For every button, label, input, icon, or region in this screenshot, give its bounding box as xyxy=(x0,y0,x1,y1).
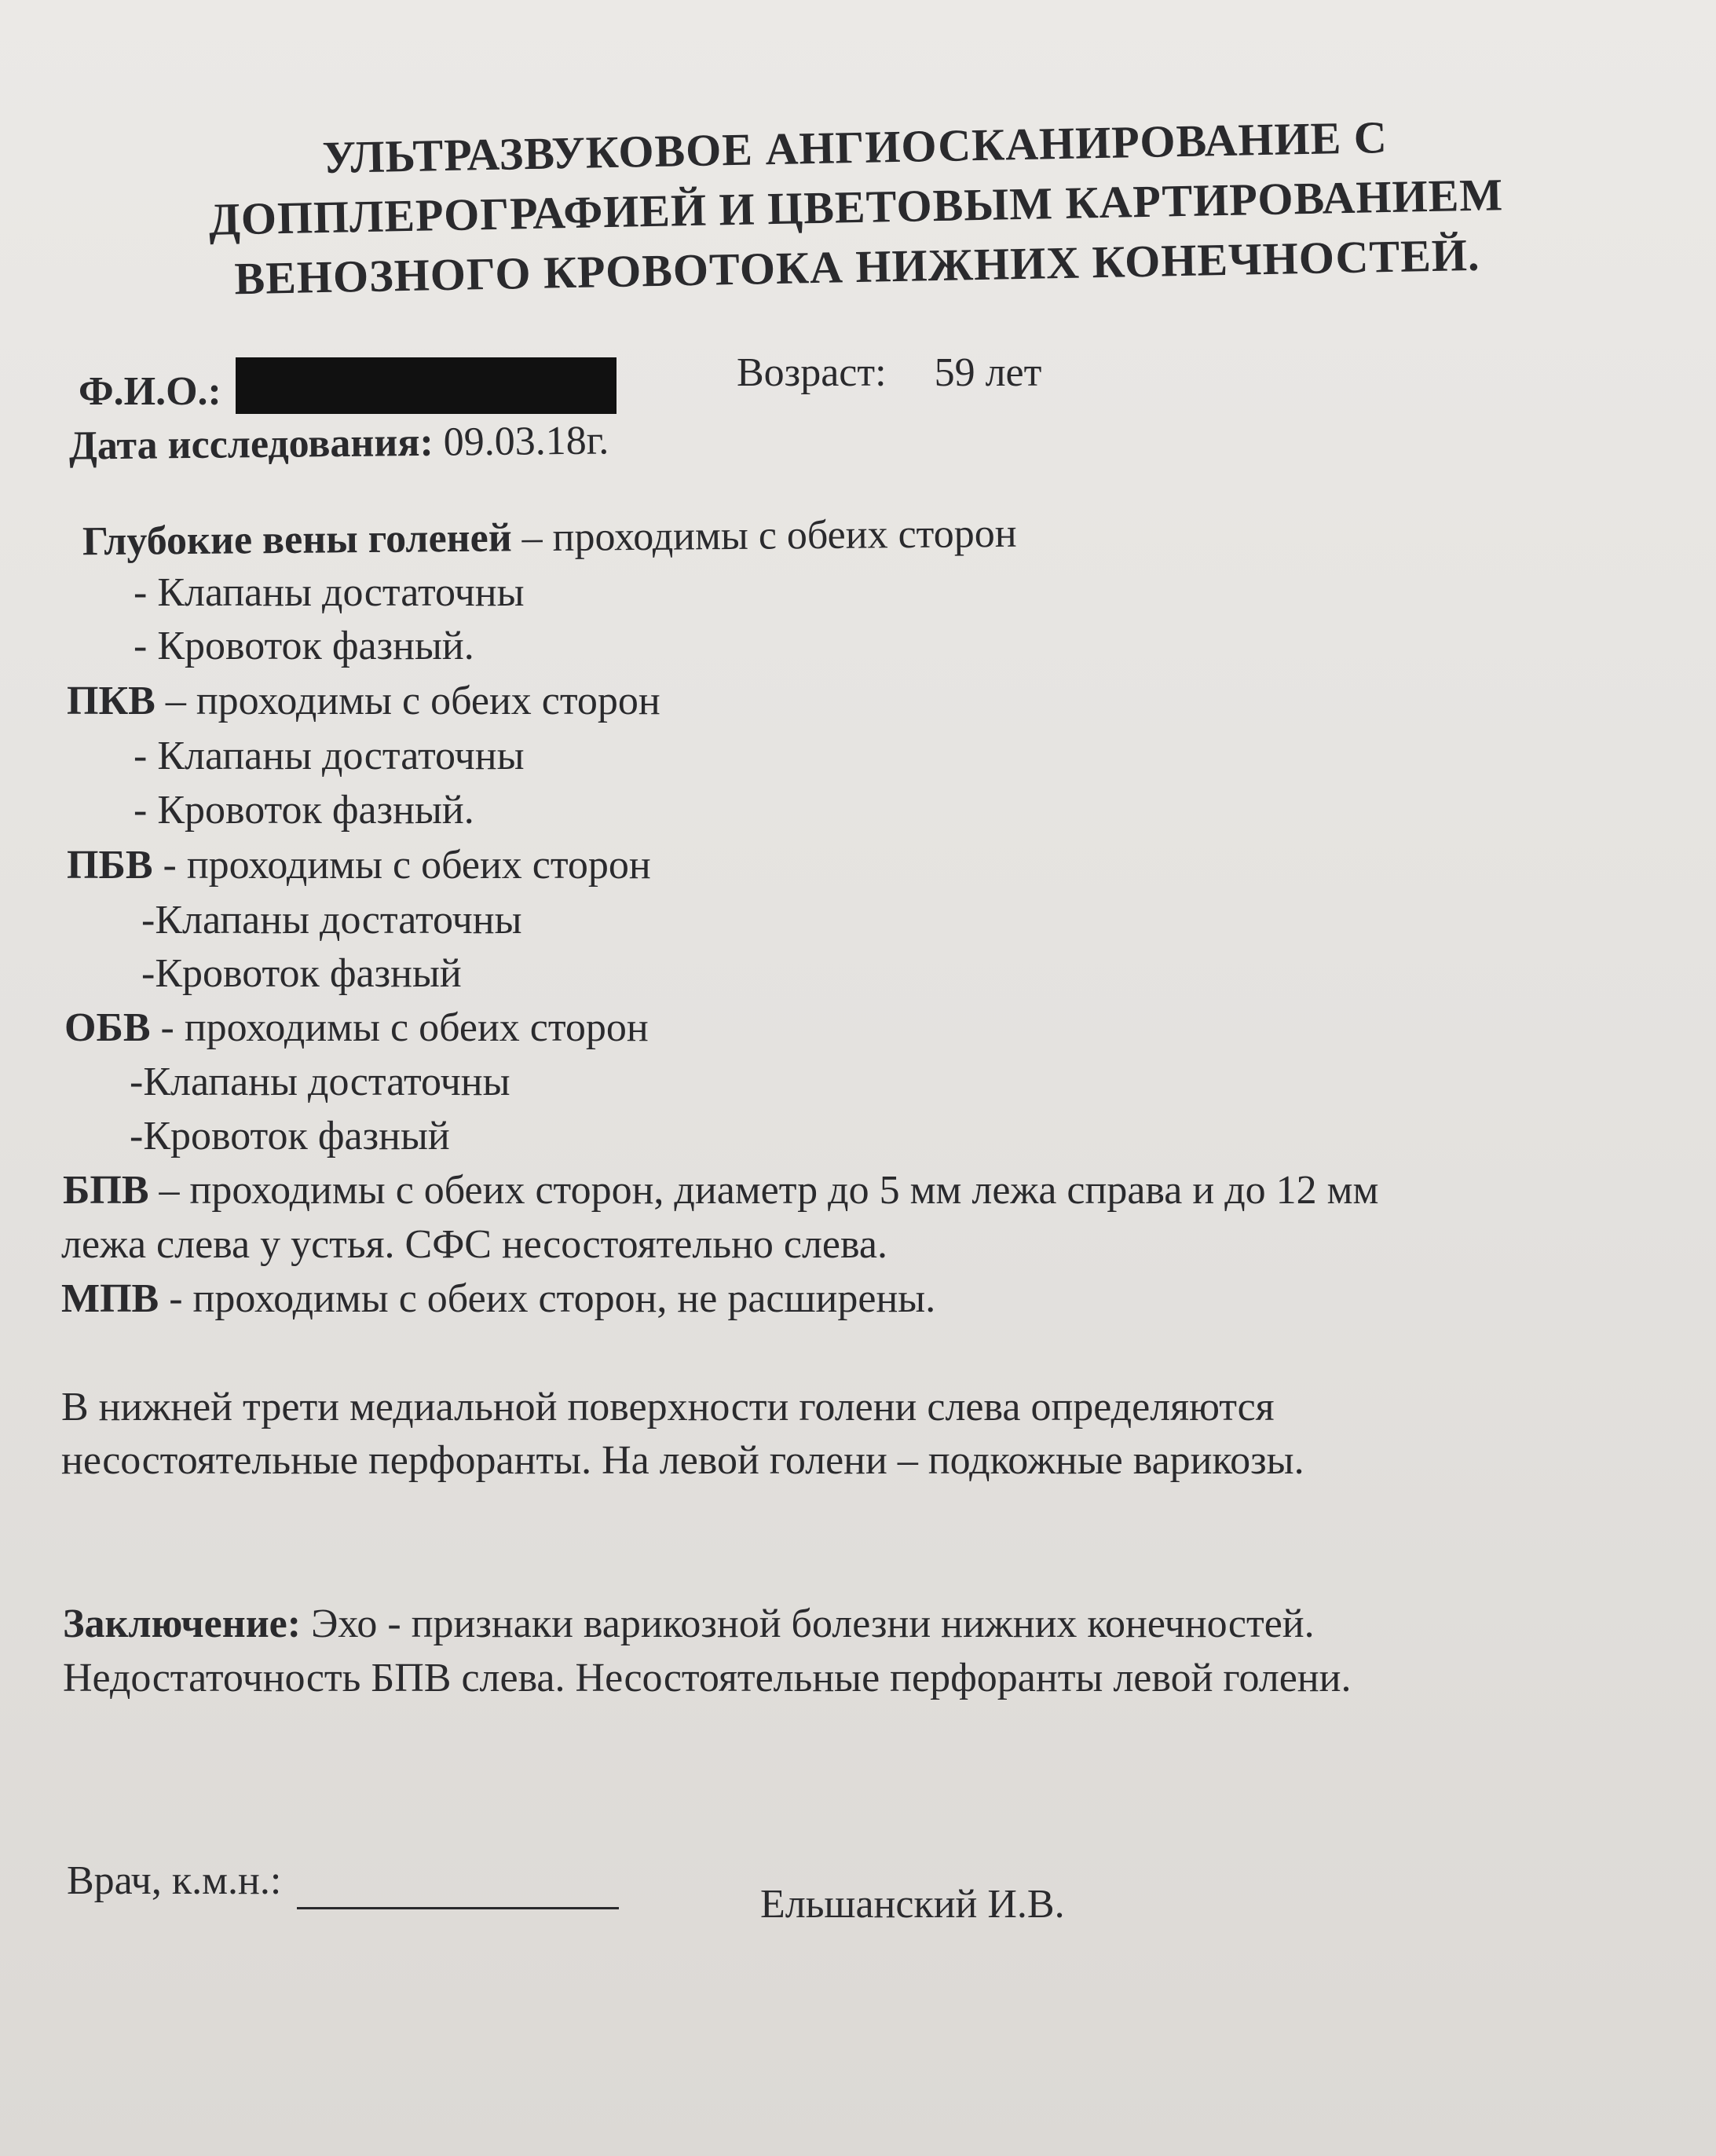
bpv-text: – проходимы с обеих сторон, диаметр до 5 мм лежа справа и до 12 мм xyxy=(148,1168,1379,1213)
pbv-row xyxy=(67,838,651,893)
redacted-name-bar xyxy=(236,357,617,414)
conclusion-row xyxy=(63,1597,1315,1652)
conclusion-label: Заключение: xyxy=(63,1601,302,1646)
title-line-1: УЛЬТРАЗВУКОВОЕ АНГИОСКАНИРОВАНИЕ С xyxy=(321,112,1389,184)
deep-veins-sub1: - Клапаны достаточны xyxy=(134,570,525,615)
age-label: Возраст: xyxy=(737,350,887,395)
title-line-2: ДОППЛЕРОГРАФИЕЙ И ЦВЕТОВЫМ КАРТИРОВАНИЕМ xyxy=(208,169,1504,245)
obv-sub2: -Кровоток фазный xyxy=(130,1114,450,1159)
obv-label: ОБВ xyxy=(64,1005,151,1050)
mpv-label: МПВ xyxy=(61,1276,159,1321)
mpv-row xyxy=(61,1272,935,1327)
deep-veins-text: – проходимы с обеих сторон xyxy=(511,511,1017,561)
pbv-label: ПБВ xyxy=(67,843,153,888)
signature-line xyxy=(297,1860,619,1909)
obv-sub1: -Клапаны достаточны xyxy=(130,1060,510,1104)
conclusion-line-1: Эхо - признаки варикозной болезни нижних конечностей. xyxy=(301,1601,1315,1646)
document-title xyxy=(140,104,1572,311)
signature-row xyxy=(67,1854,619,1909)
age-row xyxy=(737,346,1041,401)
bpv-label: БПВ xyxy=(63,1168,149,1213)
pkv-text: – проходимы с обеих сторон xyxy=(155,679,660,723)
conclusion-line-2: Недостаточность БПВ слева. Несостоятельные перфоранты левой голени. xyxy=(63,1656,1352,1700)
date-label: Дата исследования: xyxy=(68,419,434,469)
pbv-text: - проходимы с обеих сторон xyxy=(152,843,651,888)
pkv-row xyxy=(67,674,660,729)
title-line-3: ВЕНОЗНОГО КРОВОТОКА НИЖНИХ КОНЕЧНОСТЕЙ. xyxy=(233,229,1480,305)
doctor-name: Ельшанский И.В. xyxy=(760,1882,1065,1927)
pkv-sub2: - Кровоток фазный. xyxy=(134,788,474,833)
date-value: 09.03.18г. xyxy=(443,418,609,465)
deep-veins-sub2: - Кровоток фазный. xyxy=(134,624,474,668)
pkv-sub1: - Клапаны достаточны xyxy=(134,734,525,778)
fio-row xyxy=(79,357,617,419)
bpv-row xyxy=(63,1163,1378,1218)
fio-label: Ф.И.О.: xyxy=(79,369,221,414)
pkv-label: ПКВ xyxy=(67,679,156,723)
bpv-line2: лежа слева у устья. СФС несостоятельно слева. xyxy=(61,1222,887,1267)
pbv-sub1: -Клапаны достаточны xyxy=(141,898,522,943)
signature-label: Врач, к.м.н.: xyxy=(67,1858,282,1903)
pbv-sub2: -Кровоток фазный xyxy=(141,951,462,996)
note-line-2: несостоятельные перфоранты. На левой голени – подкожные варикозы. xyxy=(61,1438,1304,1483)
date-row xyxy=(69,413,609,474)
obv-row xyxy=(64,1001,649,1056)
mpv-text: - проходимы с обеих сторон, не расширены. xyxy=(159,1276,936,1321)
deep-veins-row xyxy=(82,507,1017,569)
obv-text: - проходимы с обеих сторон xyxy=(150,1005,649,1050)
age-value: 59 лет xyxy=(934,350,1042,395)
deep-veins-label: Глубокие вены голеней xyxy=(82,515,512,565)
note-line-1: В нижней трети медиальной поверхности голени слева определяются xyxy=(61,1385,1275,1429)
